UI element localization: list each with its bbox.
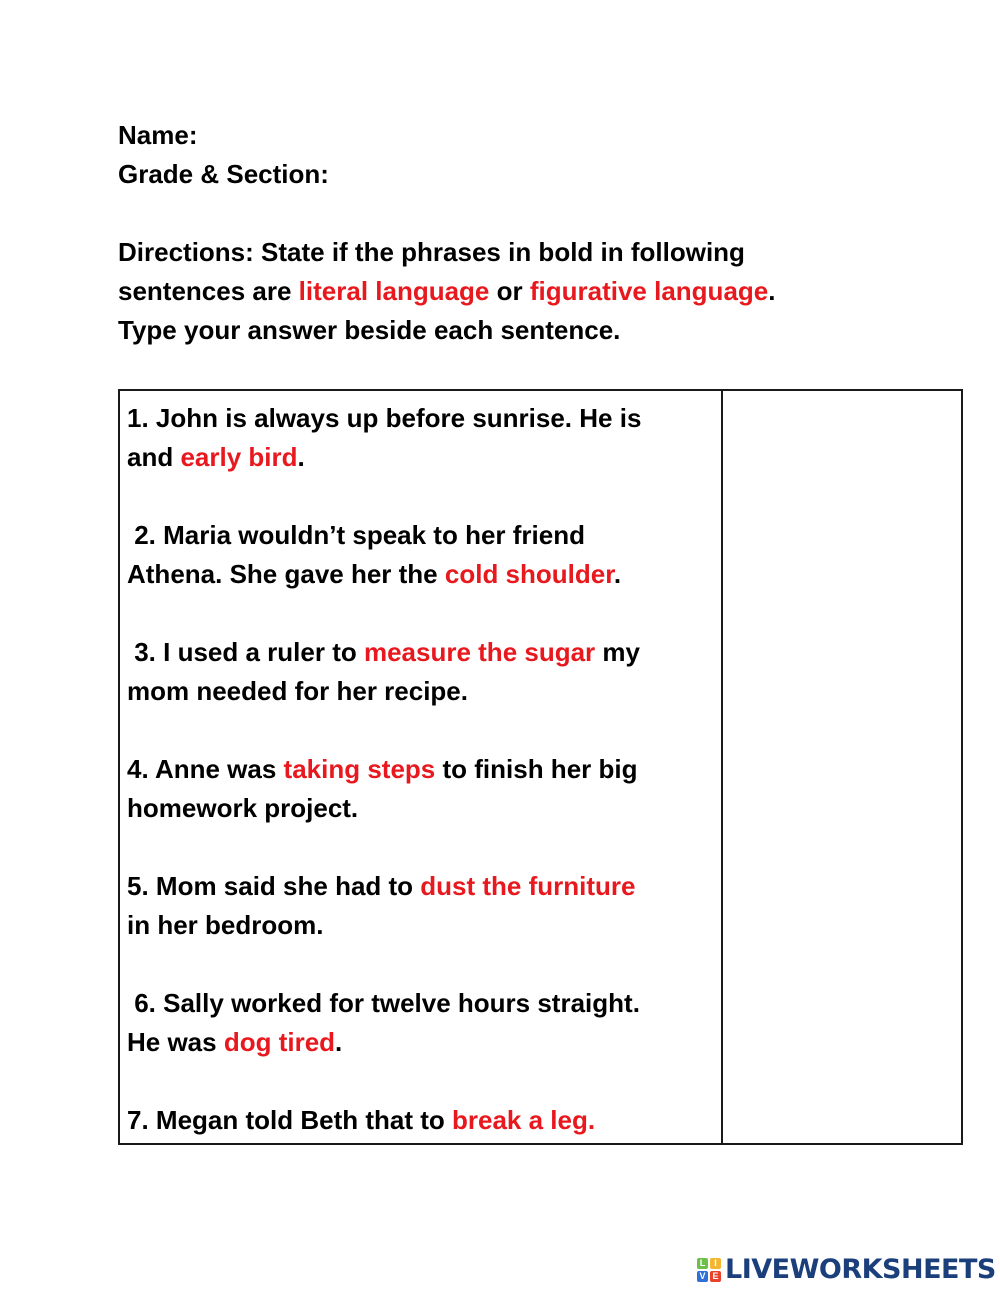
- directions-line-2: [118, 272, 775, 311]
- highlighted-phrase: early bird: [180, 442, 298, 472]
- literal-language-term: literal language: [298, 276, 490, 306]
- question-text: .: [297, 442, 305, 472]
- answer-column[interactable]: [723, 391, 961, 1143]
- directions-text: sentences are: [118, 276, 299, 306]
- tile-l: L: [697, 1258, 708, 1269]
- question-text: [127, 867, 721, 906]
- figurative-language-term: figurative language: [529, 276, 769, 306]
- question-text: 7. Megan told Beth that to: [127, 1105, 452, 1135]
- tile-v: V: [697, 1271, 708, 1282]
- live-tiles-icon: [697, 1258, 721, 1282]
- question-text: .: [335, 1027, 343, 1057]
- logo-text: LIVEWORKSHEETS: [725, 1254, 996, 1285]
- worksheet-header: [118, 116, 775, 350]
- question-text: [127, 438, 721, 477]
- question-7: [127, 1101, 721, 1140]
- question-text: to finish her big: [435, 754, 638, 784]
- directions-line-1: Directions: State if the phrases in bold in following: [118, 237, 745, 267]
- question-text: homework project.: [127, 793, 359, 823]
- liveworksheets-logo: [697, 1256, 996, 1284]
- question-text: 5. Mom said she had to: [127, 871, 421, 901]
- name-label: Name:: [118, 120, 198, 150]
- questions-table: [118, 389, 963, 1145]
- tile-i: I: [710, 1258, 721, 1269]
- highlighted-phrase: measure the sugar: [363, 637, 596, 667]
- question-1: [127, 399, 721, 477]
- highlighted-phrase: dog tired: [223, 1027, 336, 1057]
- question-text: [127, 633, 721, 672]
- highlighted-phrase: taking steps: [283, 754, 436, 784]
- question-text: mom needed for her recipe.: [127, 676, 468, 706]
- question-text: [127, 555, 721, 594]
- question-text: in her bedroom.: [127, 910, 324, 940]
- question-text: [127, 750, 721, 789]
- question-text: .: [613, 559, 622, 589]
- directions-text: or: [489, 276, 530, 306]
- question-3: [127, 633, 721, 711]
- question-text: 1. John is always up before sunrise. He is: [127, 403, 642, 433]
- question-text: and: [127, 442, 181, 472]
- highlighted-phrase: cold shoulder: [444, 559, 614, 589]
- question-text: 2. Maria wouldn’t speak to her friend: [127, 520, 585, 550]
- questions-cell: [120, 391, 723, 1143]
- highlighted-phrase: dust the furniture: [420, 871, 636, 901]
- question-text: Athena. She gave her the: [127, 559, 445, 589]
- directions-line-3: Type your answer beside each sentence.: [118, 315, 621, 345]
- highlighted-phrase: break a leg.: [452, 1105, 596, 1135]
- question-5: [127, 867, 721, 945]
- question-text: 3. I used a ruler to: [127, 637, 364, 667]
- spacer: [118, 194, 775, 233]
- directions-text: .: [768, 276, 776, 306]
- grade-section-label: Grade & Section:: [118, 159, 329, 189]
- question-6: [127, 984, 721, 1062]
- question-text: He was: [127, 1027, 224, 1057]
- question-text: [127, 1101, 721, 1140]
- question-text: my: [595, 637, 640, 667]
- question-4: [127, 750, 721, 828]
- question-text: 4. Anne was: [127, 754, 284, 784]
- question-text: [127, 1023, 721, 1062]
- question-2: [127, 516, 721, 594]
- question-text: 6. Sally worked for twelve hours straight.: [127, 988, 640, 1018]
- tile-e: E: [710, 1271, 721, 1282]
